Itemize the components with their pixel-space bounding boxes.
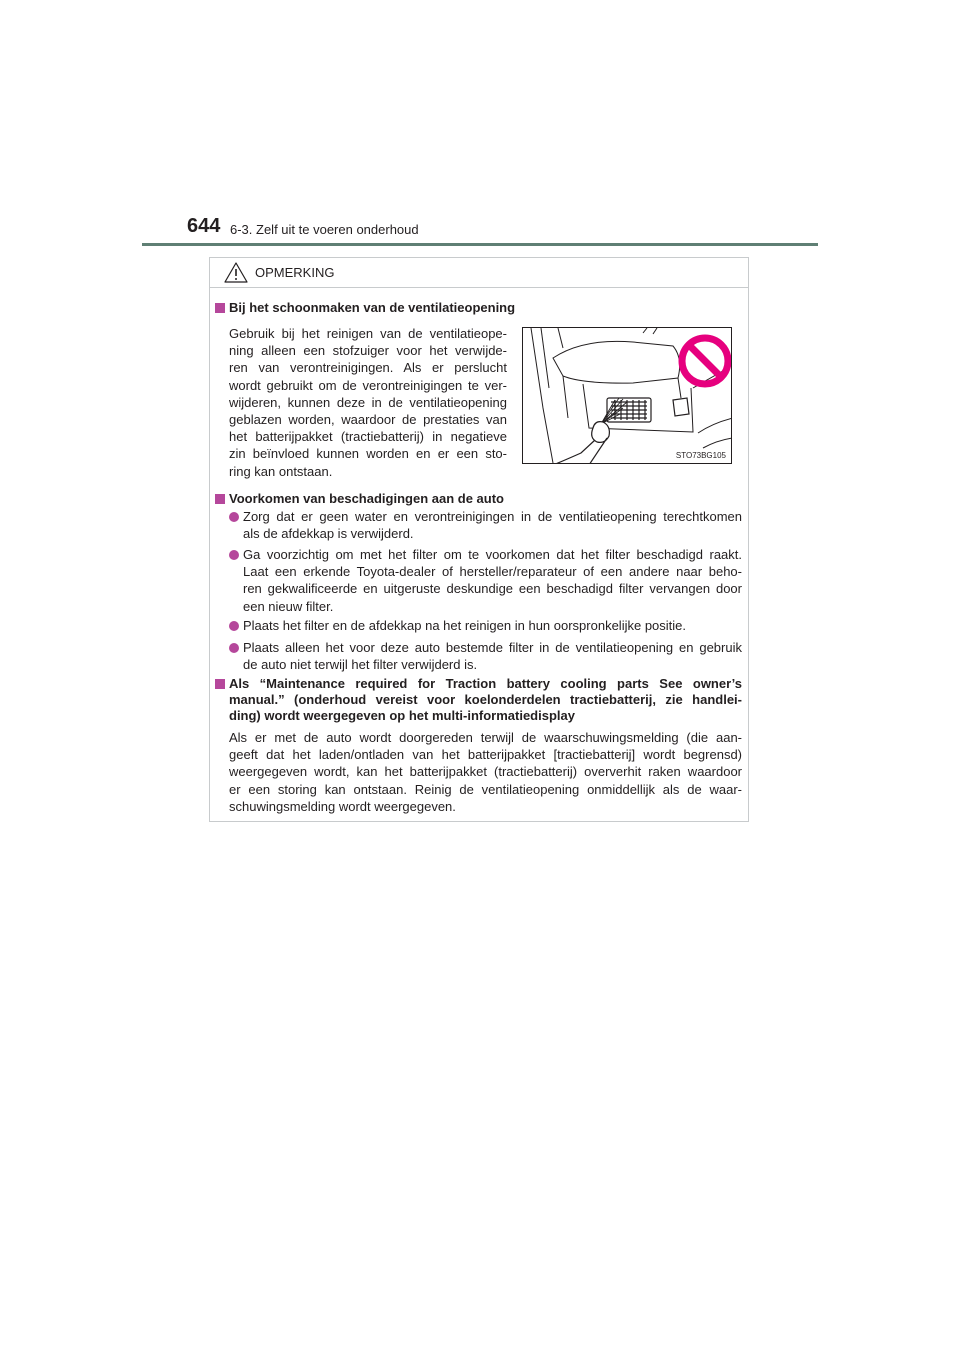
maintenance-paragraph [229, 729, 742, 815]
text-line: de auto niet terwijl het filter verwijderd is. [243, 657, 478, 673]
text-line: Zorg dat er geen water en verontreinigingen in de ventilatieopening terechtkomen [243, 509, 742, 524]
bullet-text [243, 639, 742, 673]
section-heading-maintenance [229, 676, 742, 724]
bullet-dot [229, 643, 239, 653]
section-title: 6-3. Zelf uit te voeren onderhoud [230, 222, 419, 237]
bullet-text [243, 508, 742, 542]
notice-header [210, 258, 748, 288]
text-line: wordt gebruikt om de verontreinigingen te ver- [229, 377, 507, 393]
heading-line: Als “Maintenance required for Traction battery cooling parts See owner’s [229, 676, 742, 691]
section-heading-ventilation: Bij het schoonmaken van de ventilatieopening [229, 300, 516, 315]
section-marker [215, 679, 225, 689]
text-line: geblazen worden, waardoor de prestaties van [229, 412, 507, 428]
notice-title: OPMERKING [255, 265, 335, 280]
text-line: als de afdekkap is verwijderd. [243, 526, 414, 542]
text-line: Ga voorzichtig om met het filter om te voorkomen dat het filter beschadigd raakt. [243, 547, 742, 562]
text-line: er een storing kan ontstaan. Reinig de ventilatieopening onmiddellijk als de waar- [229, 781, 742, 797]
section-marker [215, 303, 225, 313]
text-line: ring kan ontstaan. [229, 463, 333, 479]
figure-code: STO73BG105 [675, 451, 726, 460]
bullet-dot [229, 550, 239, 560]
prohibition-icon [682, 338, 728, 384]
ventilation-paragraph [229, 325, 507, 480]
text-line: schuwingsmelding wordt weergegeven. [229, 798, 456, 814]
bullet-dot [229, 512, 239, 522]
text-line: zin beïnvloed kunnen worden en er een sto- [229, 446, 507, 462]
bullet-text [243, 617, 742, 634]
text-line: Gebruik bij het reinigen van de ventilatieope- [229, 326, 507, 341]
text-line: Plaats het filter en de afdekkap na het reinigen in hun oorspronkelijke positie. [243, 618, 687, 633]
text-line: Als er met de auto wordt doorgereden terwijl de waarschuwingsmelding (die aan- [229, 730, 742, 745]
text-line: Laat een erkende Toyota-dealer of hersteller/reparateur of een andere naar beho- [243, 564, 742, 580]
text-line: wijderen, kunnen deze in de ventilatieopening [229, 394, 507, 410]
text-line: ren gekwalificeerde en uitgeruste deskundige een beschadigd filter vervangen door [243, 581, 742, 597]
ventilation-illustration [522, 327, 732, 464]
section-marker [215, 494, 225, 504]
text-line: ren van verontreinigingen. Als er perslucht [229, 360, 507, 376]
page-header [0, 0, 960, 250]
vent-cleaning-drawing [523, 328, 732, 464]
page-number: 644 [187, 215, 221, 237]
text-line: geeft dat het laden/ontladen van het batterijpakket [tractiebatterij] wordt begrensd) [229, 747, 742, 763]
text-line: het batterijpakket (tractiebatterij) in negatieve [229, 429, 507, 445]
warning-triangle-icon [224, 262, 248, 283]
text-line: Plaats alleen het voor deze auto bestemde filter in de ventilatieopening en gebruik [243, 640, 742, 655]
section-heading-damage: Voorkomen van beschadigingen aan de auto [229, 491, 504, 506]
heading-line: ding) wordt weergegeven op het multi-informatiedisplay [229, 708, 575, 723]
text-line: ning alleen een stofzuiger voor het verwijde- [229, 343, 507, 359]
heading-line: manual.” (onderhoud vereist voor koelonderdelen tractiebatterij, zie handlei- [229, 692, 742, 707]
bullet-text [243, 546, 742, 615]
text-line: weergegeven wordt, kan het batterijpakket (tractiebatterij) oververhit raken waardoor [229, 764, 742, 780]
text-line: een nieuw filter. [243, 598, 334, 614]
bullet-dot [229, 621, 239, 631]
header-rule [142, 243, 818, 246]
